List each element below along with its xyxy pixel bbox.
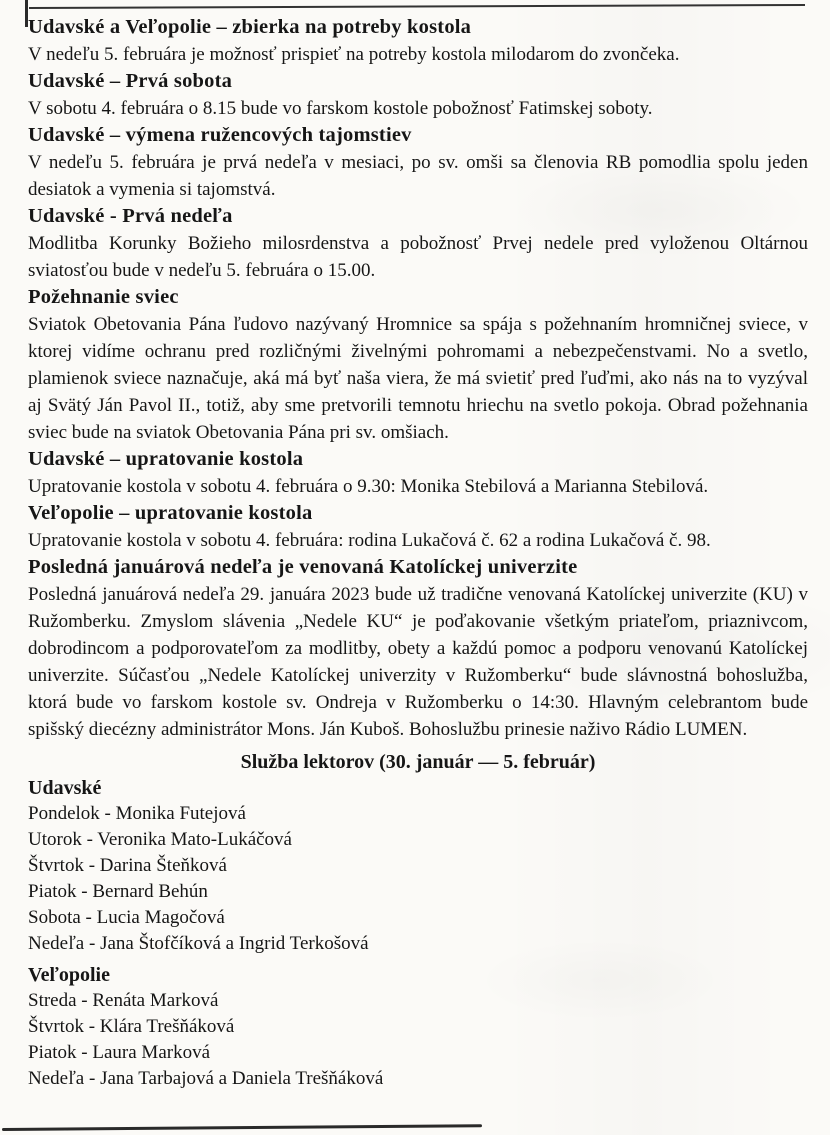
section-pozehnanie-sviec: [28, 284, 808, 446]
lector-entry: Pondelok - Monika Futejová: [28, 803, 246, 824]
section-katolicka-univerzita: [28, 554, 808, 743]
section-heading: Udavské a Veľopolie – zbierka na potreby kostola: [28, 16, 472, 38]
section-prva-nedela: [28, 203, 808, 284]
lector-entry: Piatok - Laura Marková: [28, 1042, 211, 1063]
lector-entry: Utorok - Veronika Mato-Lukáčová: [28, 829, 292, 850]
section-body: V nedeľu 5. februára je možnosť prispieť na potreby kostola milodarom do zvončeka.: [28, 44, 680, 65]
section-body: V nedeľu 5. februára je prvá nedeľa v mesiaci, po sv. omši sa členovia RB pomodlia spolu jeden desiatok a vymenia si tajomstvá.: [28, 152, 808, 200]
section-heading: Požehnanie sviec: [28, 286, 179, 308]
section-heading: Veľopolie – upratovanie kostola: [28, 502, 313, 524]
lector-entry: Streda - Renáta Marková: [28, 990, 219, 1011]
lector-entry: Nedeľa - Jana Tarbajová a Daniela Trešňáková: [28, 1068, 384, 1089]
section-heading: Posledná januárová nedeľa je venovaná Katolíckej univerzite: [28, 556, 578, 578]
lector-entry: Štvrtok - Darina Šteňková: [28, 855, 227, 876]
lector-entry: Piatok - Bernard Behún: [28, 881, 208, 902]
lector-entry: Nedeľa - Jana Štofčíková a Ingrid Terkošová: [28, 933, 369, 954]
section-body: Sviatok Obetovania Pána ľudovo nazývaný Hromnice sa spája s požehnaním hromničnej sviece, v ktorej vidíme ochranu pred rozličnými živelnými pohromami a nebezpečenstvami. No a svetlo, plamienok sviece naznačuje, aká má byť naša viera, že má svietiť pred ľuďmi, ako nás na to vyzýval aj Svätý Ján Pavol II., totiž, aby sme pretvorili temnotu hriechu na svetlo pokoja. Obrad požehnania sviec bude na sviatok Obetovania Pána pri sv. omšiach.: [28, 314, 808, 443]
section-body: Upratovanie kostola v sobotu 4. februára: rodina Lukačová č. 62 a rodina Lukačová č. 98.: [28, 530, 711, 551]
section-heading: Udavské – výmena ružencových tajomstiev: [28, 124, 412, 146]
section-upratovanie-udavske: [28, 446, 808, 500]
bulletin-content: [28, 12, 808, 1092]
lectors-group-udavske: [28, 775, 808, 957]
lector-entry: Sobota - Lucia Magočová: [28, 907, 225, 928]
section-body: Upratovanie kostola v sobotu 4. februára o 9.30: Monika Stebilová a Marianna Stebilová.: [28, 476, 709, 497]
section-vymena-tajomstiev: [28, 122, 808, 203]
section-body: V sobotu 4. februára o 8.15 bude vo farskom kostole pobožnosť Fatimskej soboty.: [28, 98, 653, 119]
section-upratovanie-velopolie: [28, 500, 808, 554]
lectors-group-name: Veľopolie: [28, 964, 110, 986]
section-zbierka: [28, 14, 808, 68]
section-heading: Udavské - Prvá nedeľa: [28, 205, 233, 227]
section-heading: Udavské – Prvá sobota: [28, 70, 233, 92]
section-heading: Udavské – upratovanie kostola: [28, 448, 304, 470]
lectors-group-name: Udavské: [28, 777, 102, 799]
section-prva-sobota: [28, 68, 808, 122]
lectors-group-velopolie: [28, 962, 808, 1092]
section-body: Modlitba Korunky Božieho milosrdenstva a pobožnosť Prvej nedele pred vyloženou Oltárnou sviatosťou bude v nedeľu 5. februára o 15.00.: [28, 233, 808, 281]
top-divider-line: [29, 4, 805, 9]
lector-entry: Štvrtok - Klára Trešňáková: [28, 1016, 235, 1037]
bottom-divider-line: [2, 1124, 482, 1131]
section-body: Posledná januárová nedeľa 29. januára 2023 bude už tradične venovaná Katolíckej univerzite (KU) v Ružomberku. Zmyslom slávenia „Nedele KU“ je poďakovanie všetkým priateľom, priaznivcom, dobrodincom a podporovateľom za modlitby, obety a každú pomoc a podporu venovanú Katolíckej univerzite. Súčasťou „Nedele Katolíckej univerzity v Ružomberku“ bude slávnostná bohoslužba, ktorá bude vo farskom kostole sv. Ondreja v Ružomberku o 14:30. Hlavným celebrantom bude spišský diecézny administrátor Mons. Ján Kuboš. Bohoslužbu prinesie naživo Rádio LUMEN.: [28, 584, 808, 740]
lectors-schedule-title: Služba lektorov (30. január — 5. február): [240, 751, 596, 773]
